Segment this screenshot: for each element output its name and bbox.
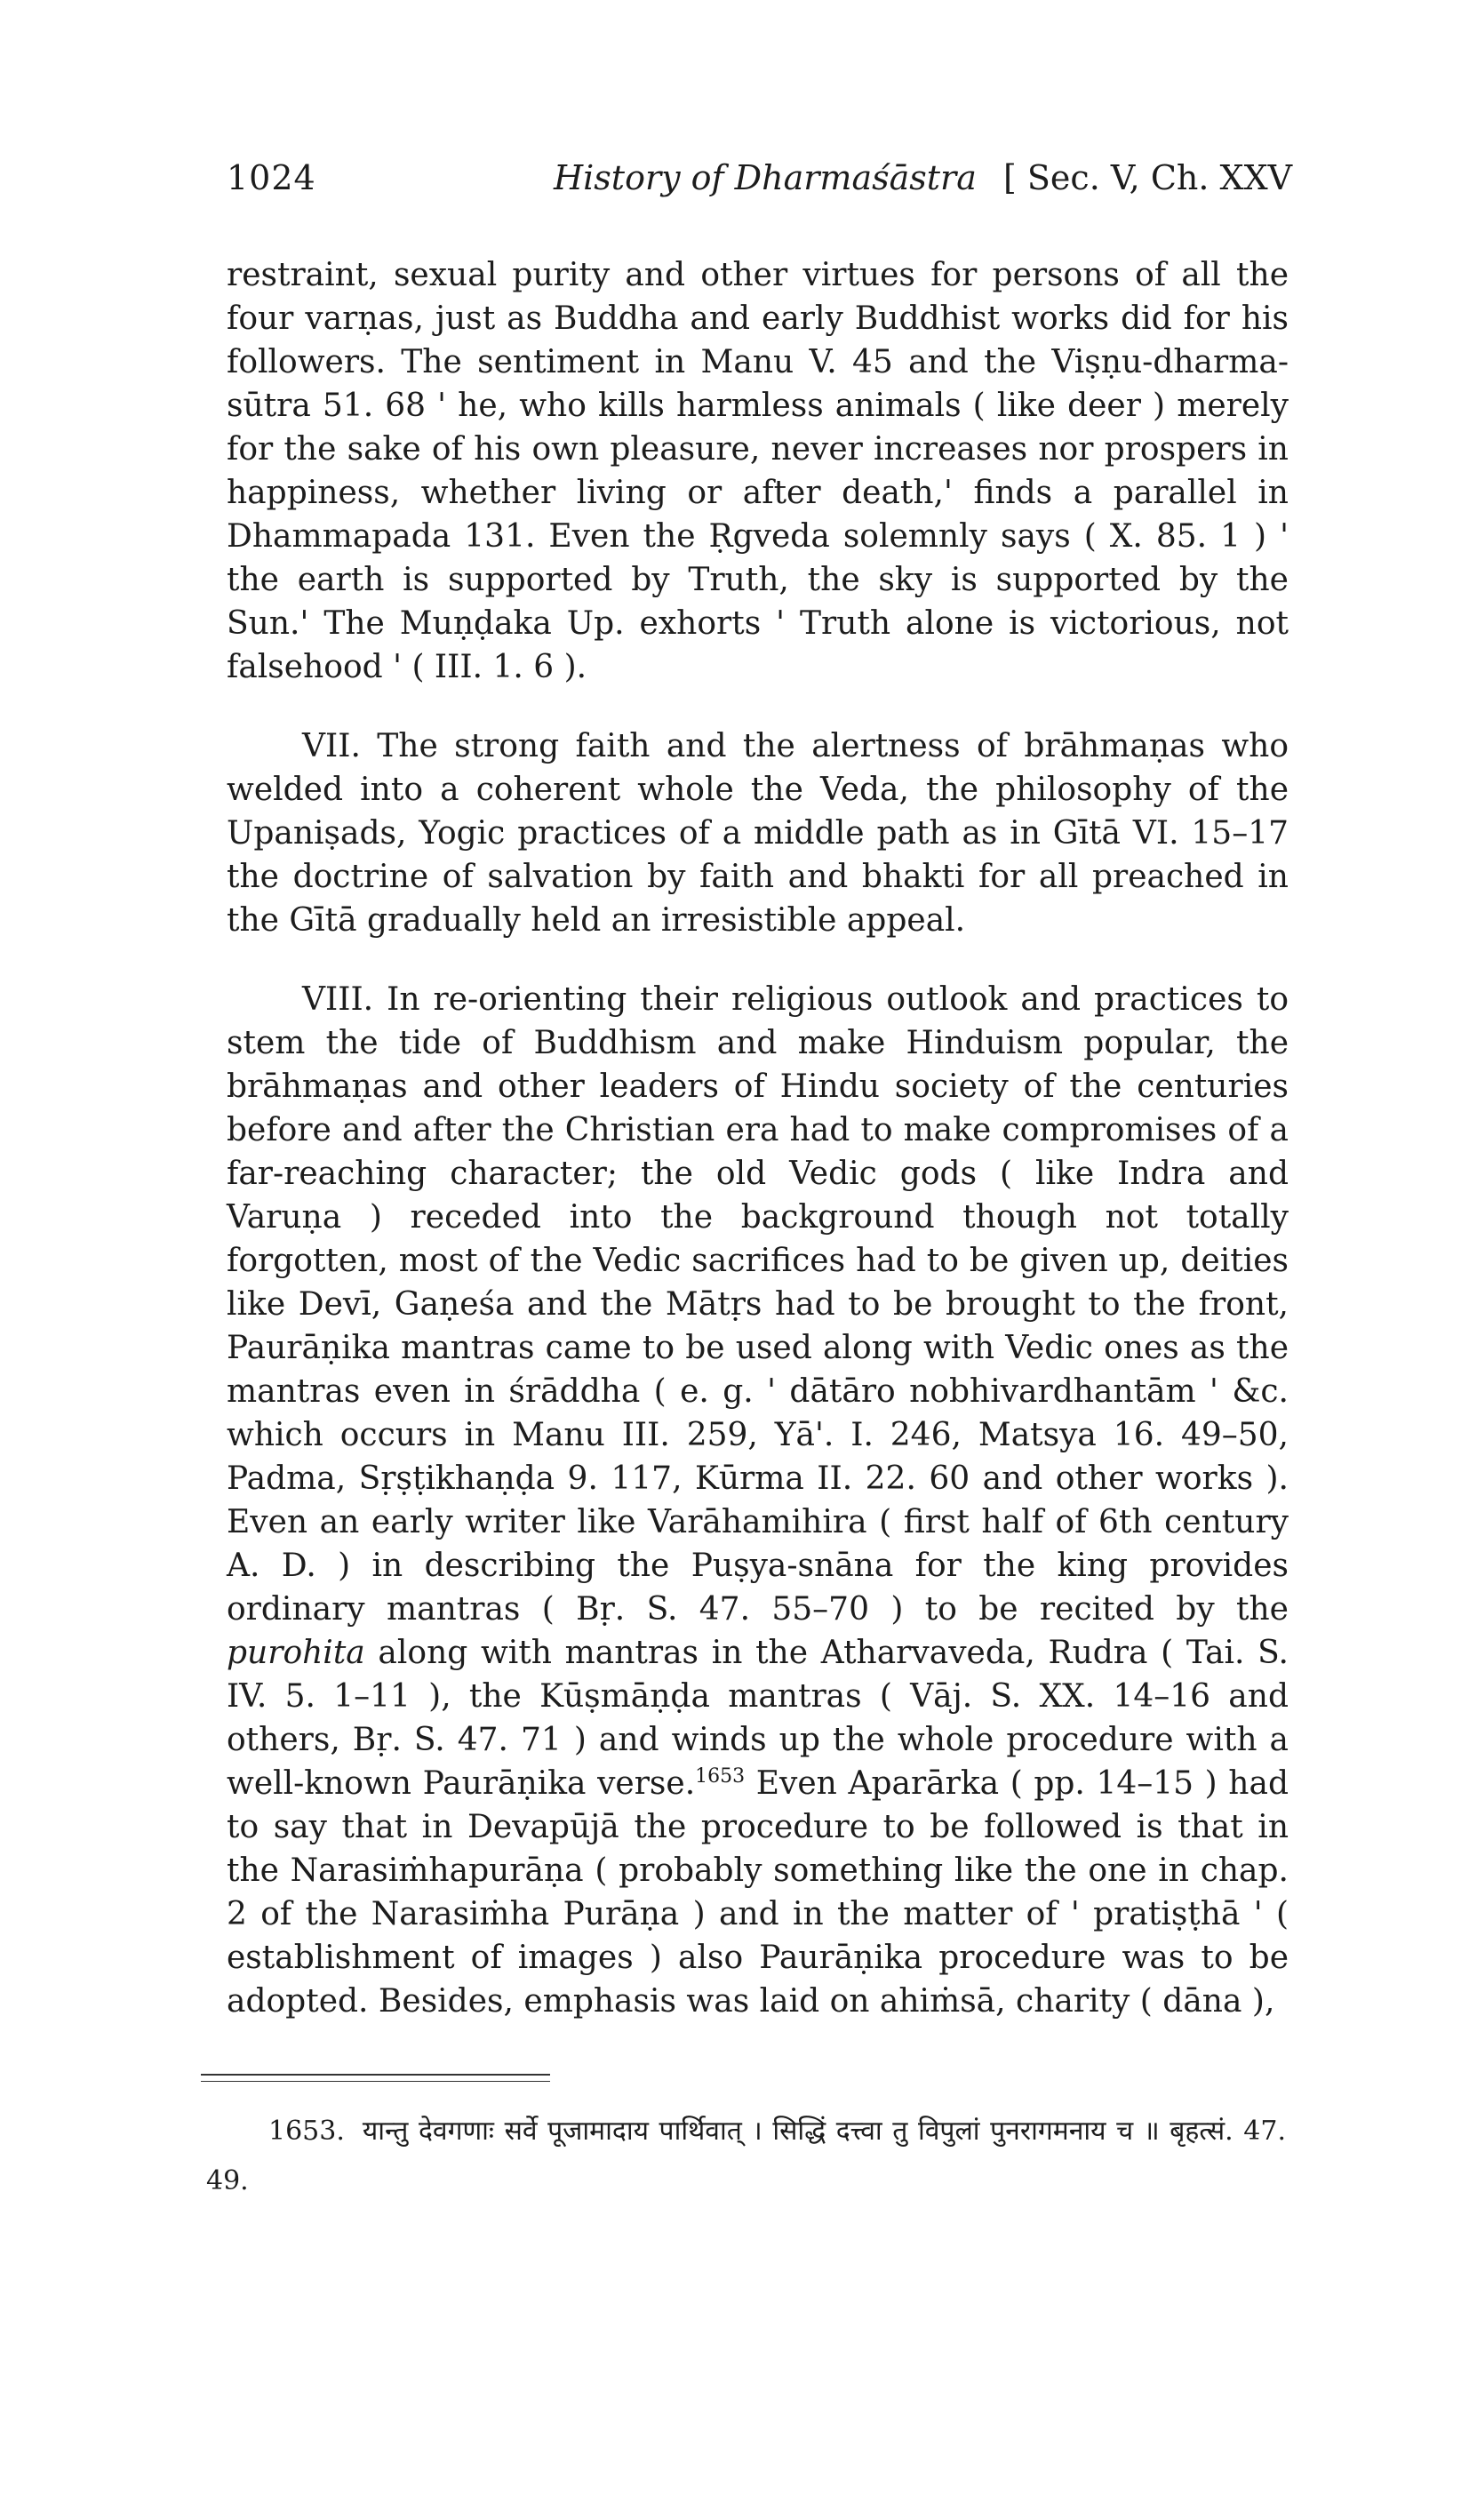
page-number: 1024 bbox=[227, 158, 316, 197]
running-title: History of Dharmaśāstra bbox=[554, 158, 977, 197]
section-reference: [ Sec. V, Ch. XXV bbox=[1003, 158, 1293, 197]
footnote-separator bbox=[201, 2074, 550, 2076]
italic-term: purohita bbox=[227, 1635, 365, 1671]
footnote-reference: 1653 bbox=[695, 1765, 746, 1788]
paragraph-viii bbox=[227, 978, 1289, 2023]
paragraph-viii-part-c: Even Aparārka ( pp. 14–15 ) had to say that in Devapūjā the procedure to be followed is that in the Narasiṁhapurāṇa ( probably something like the one in chap. 2 of the Narasiṁha Purāṇa ) and in the matter of ' pratiṣṭhā ' ( establishment of images ) also Paurāṇika procedure was to be adopted. Besides, emphasis was laid on ahiṁsā, charity ( dāna ), bbox=[227, 1765, 1289, 2020]
footnote bbox=[206, 2107, 1286, 2206]
paragraph-viii-part-b: along with mantras in the Atharvaveda, Rudra ( Tai. S. IV. 5. 1–11 ), the Kūṣmāṇḍa mantras ( Vāj. S. XX. 14–16 and others, Bṛ. S. 47. 71 ) and winds up the whole procedure with a well-known Paurāṇika verse. bbox=[227, 1635, 1289, 1802]
footnote-number: 1653. bbox=[268, 2116, 345, 2147]
paragraph-viii-part-a: VIII. In re-orienting their religious outlook and practices to stem the tide of Buddhism and make Hinduism popular, the brāhmaṇas and other leaders of Hindu society of the centuries before and after the Christian era had to make compromises of a far-reaching character; the old Vedic gods ( like Indra and Varuṇa ) receded into the background though not totally forgotten, most of the Vedic sacrifices had to be given up, deities like Devī, Gaṇeśa and the Mātṛs had to be brought to the front, Paurāṇika mantras came to be used along with Vedic ones as the mantras even in śrāddha ( e. g. ' dātāro nobhivardhantām ' &c. which occurs in Manu III. 259, Yā'. I. 246, Matsya 16. 49–50, Padma, Sṛṣṭikhaṇḍa 9. 117, Kūrma II. 22. 60 and other works ). Even an early writer like Varāhamihira ( first half of 6th century A. D. ) in describing the Puṣya-snāna for the king provides ordinary mantras ( Bṛ. S. 47. 55–70 ) to be recited by the bbox=[227, 981, 1289, 1628]
paragraph-continued: restraint, sexual purity and other virtues for persons of all the four varṇas, just as Buddha and early Buddhist works did for his followers. The sentiment in Manu V. 45 and the Viṣṇu-dharma-sūtra 51. 68 ' he, who kills harmless animals ( like deer ) merely for the sake of his own pleasure, never increases nor prospers in happiness, whether living or after death,' finds a parallel in Dhammapada 131. Even the Ṛgveda solemnly says ( X. 85. 1 ) ' the earth is supported by Truth, the sky is supported by the Sun.' The Muṇḍaka Up. exhorts ' Truth alone is victorious, not falsehood ' ( III. 1. 6 ). bbox=[227, 257, 1289, 685]
footnote-separator-thin bbox=[201, 2081, 550, 2082]
footnote-text: यान्तु देवगणाः सर्वे पूजामादाय पार्थिवात् । सिद्धिं दत्त्वा तु विपुलां पुनरागमनाय च ॥ बृहत्सं. 47. 49. bbox=[206, 2116, 1286, 2196]
main-text bbox=[227, 253, 1289, 2023]
page-header bbox=[227, 158, 1293, 212]
paragraph-vii: VII. The strong faith and the alertness of brāhmaṇas who welded into a coherent whole the Veda, the philosophy of the Upaniṣads, Yogic practices of a middle path as in Gītā VI. 15–17 the doctrine of salvation by faith and bhakti for all preached in the Gītā gradually held an irresistible appeal. bbox=[227, 728, 1289, 939]
